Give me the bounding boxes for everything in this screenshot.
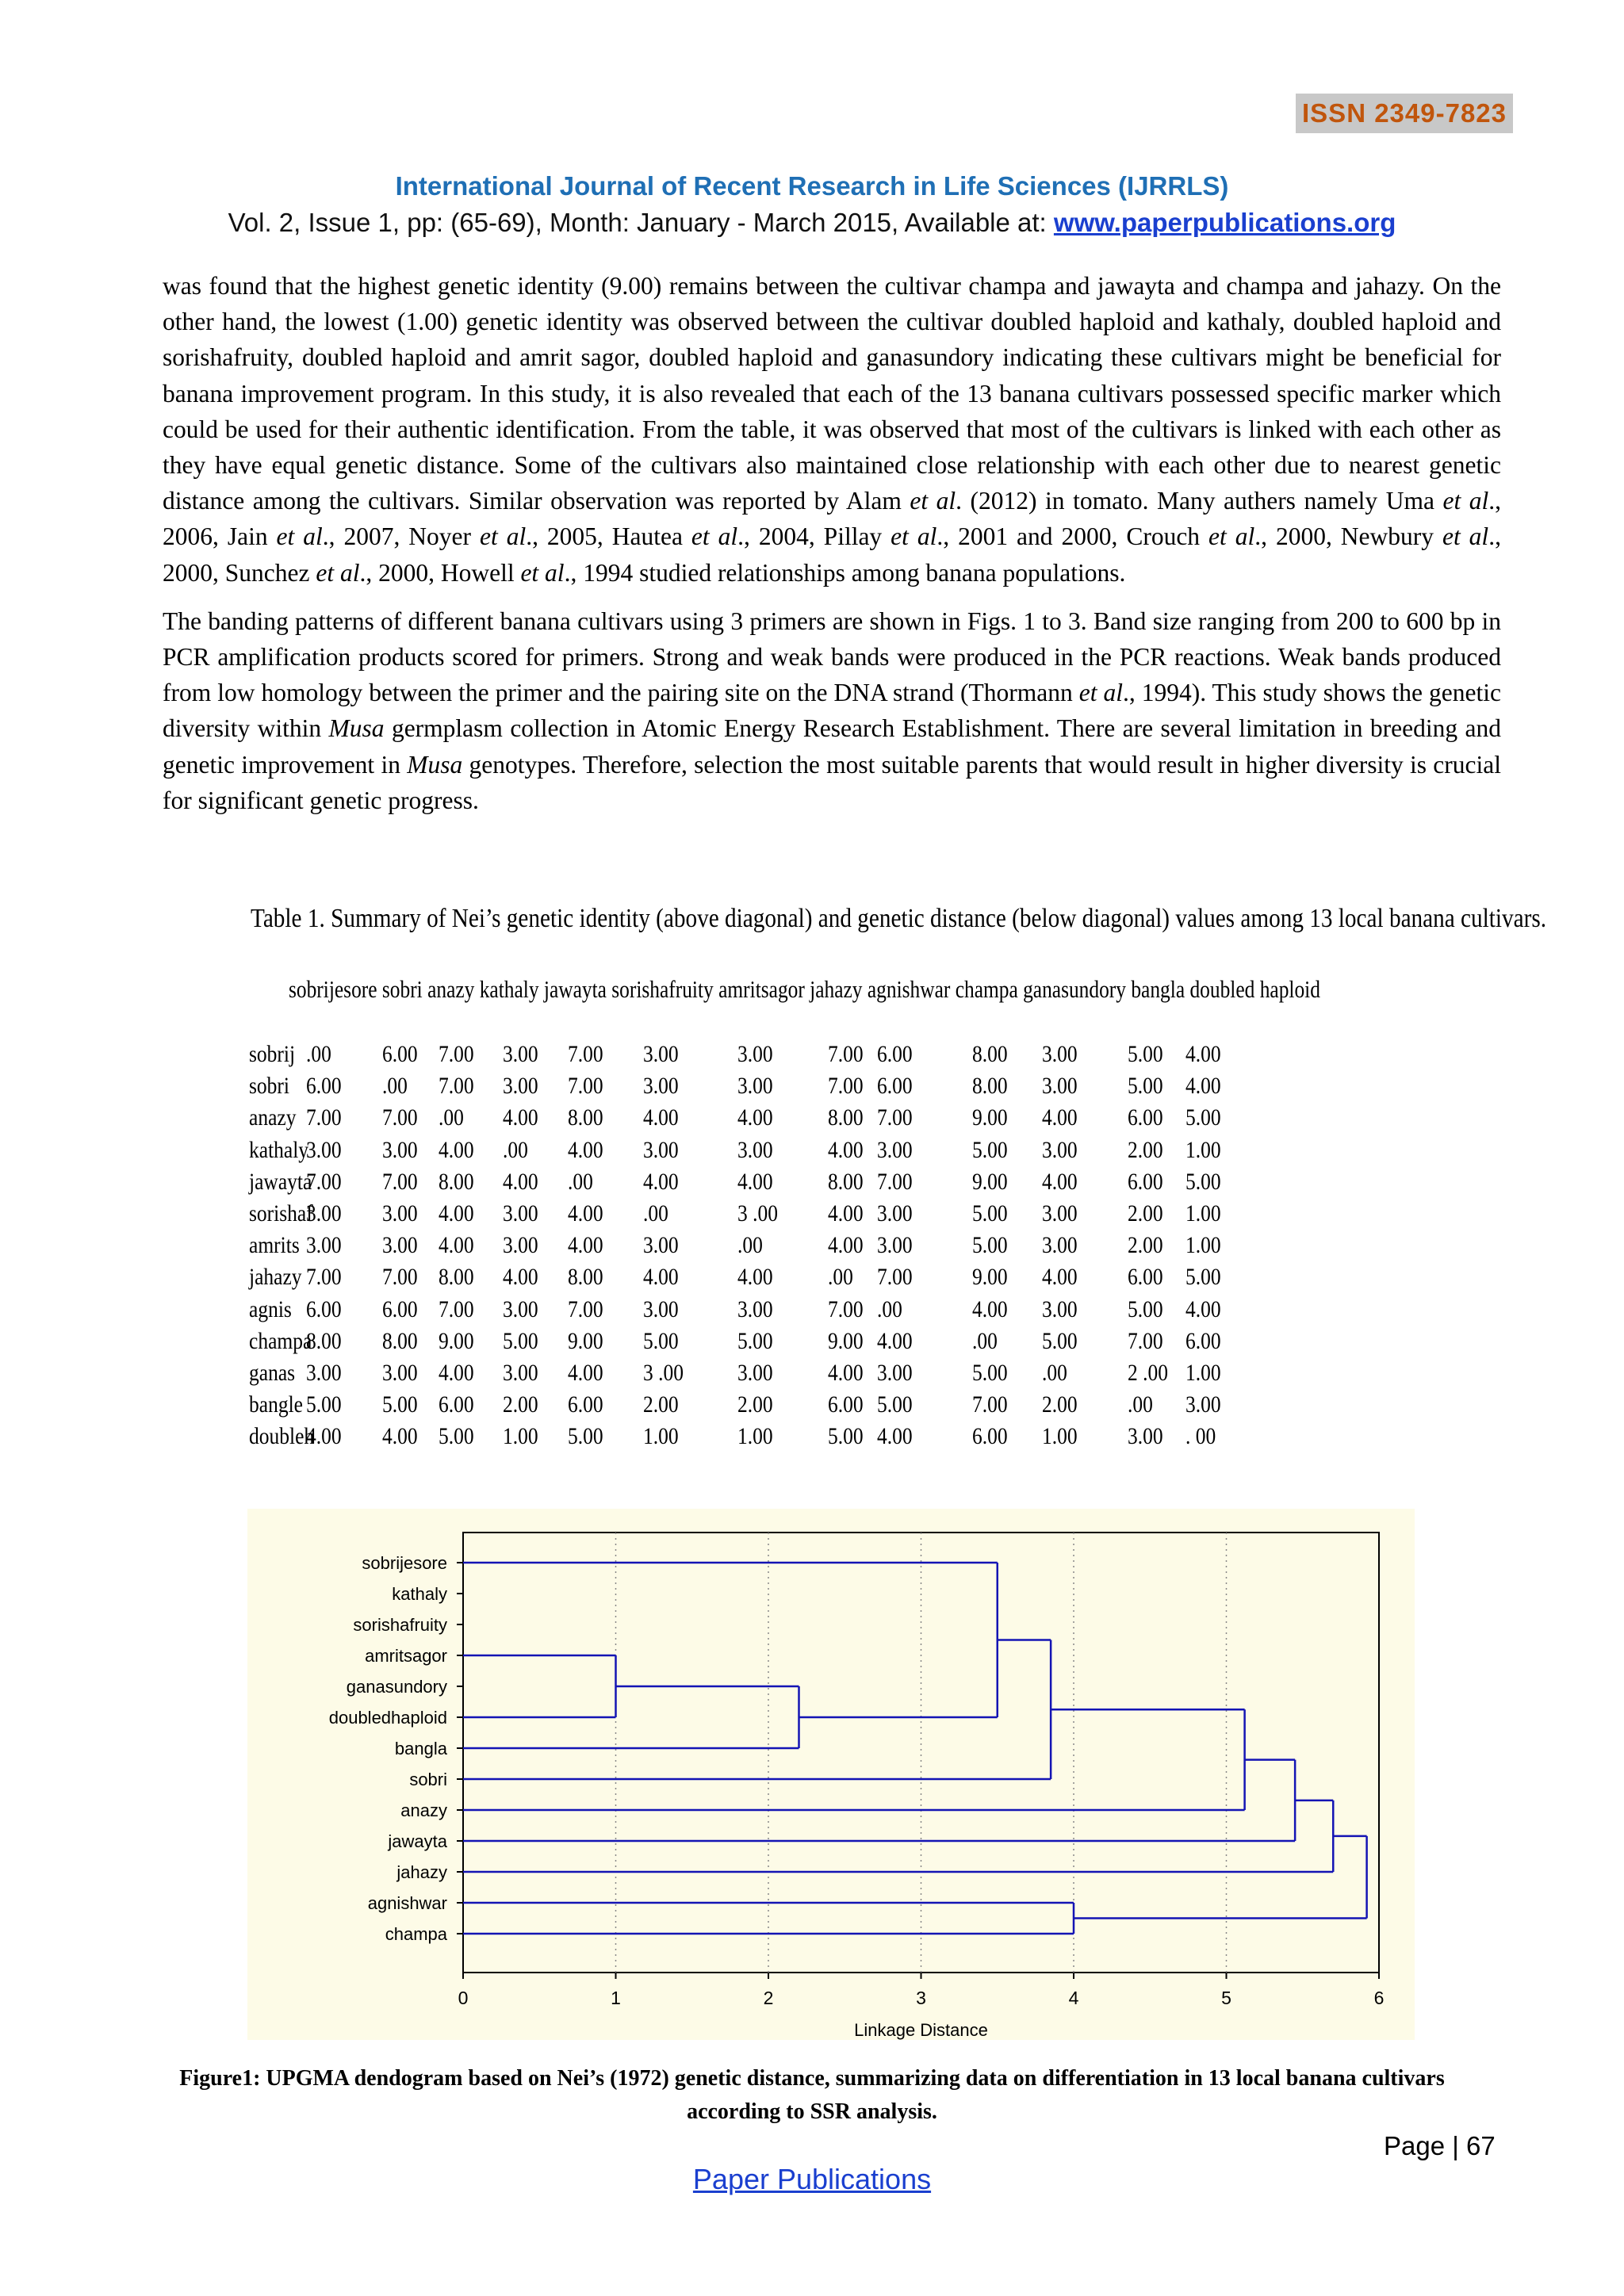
table-cell: 8.00 (439, 1168, 474, 1195)
para1-segment: ., 2000, Sunchez (163, 522, 1501, 587)
table-cell: 7.00 (382, 1264, 418, 1291)
para2-segment: Musa (328, 714, 385, 743)
table-cell: 3.00 (503, 1360, 538, 1386)
table-cell: 1.00 (1185, 1136, 1221, 1163)
x-tick-label: 3 (916, 1988, 926, 2008)
table-cell: 3.00 (306, 1200, 342, 1226)
table-cell: 7.00 (828, 1295, 864, 1322)
table-cell: 7.00 (306, 1104, 342, 1131)
table-cell: 4.00 (1042, 1168, 1078, 1195)
table-cell: 6.00 (382, 1041, 418, 1067)
table-cell: 7.00 (568, 1073, 603, 1100)
table-cell: 6.00 (382, 1295, 418, 1322)
table-cell: . 00 (1185, 1423, 1216, 1450)
table-cell: 3.00 (737, 1041, 773, 1067)
table-cell: 4.00 (439, 1360, 474, 1386)
table-cell: 8.00 (382, 1327, 418, 1354)
row-label: jahazy (249, 1264, 302, 1291)
row-label: agnis (249, 1295, 292, 1322)
table-cell: 7.00 (306, 1168, 342, 1195)
table-cell: 3.00 (737, 1136, 773, 1163)
table-cell: 5.00 (877, 1391, 913, 1418)
table-cell: 7.00 (439, 1073, 474, 1100)
table-caption: Table 1. Summary of Nei’s genetic identity (above diagonal) and genetic distance (below diagonal) values among 13 local banana cultivars. (251, 904, 1547, 933)
figure-caption: Figure1: UPGMA dendogram based on Nei’s (1972) genetic distance, summarizing data on differentiation in 13 local banana cultivars according to SSR analysis. (179, 2066, 1445, 2124)
table-cell: 2.00 (1128, 1200, 1163, 1226)
table-cell: 3.00 (1185, 1391, 1221, 1418)
table-cell: 7.00 (439, 1041, 474, 1067)
table-cell: 2.00 (1042, 1391, 1078, 1418)
table-cell: 7.00 (568, 1295, 603, 1322)
table-cell: .00 (568, 1168, 593, 1195)
row-label: sorishaf (249, 1200, 313, 1226)
table-cell: 4.00 (643, 1168, 679, 1195)
table-cell: 5.00 (1128, 1295, 1163, 1322)
table-cell: 4.00 (643, 1264, 679, 1291)
volume-text: Vol. 2, Issue 1, pp: (65-69), Month: January - March 2015, Available at: (228, 208, 1054, 237)
row-label: sobrij (249, 1041, 296, 1067)
table-cell: 3.00 (1042, 1073, 1078, 1100)
table-cell: 4.00 (1042, 1104, 1078, 1131)
table-cell: 7.00 (877, 1264, 913, 1291)
leaf-label: anazy (400, 1800, 447, 1820)
paragraph-2 (163, 603, 1501, 818)
table-cell: 7.00 (1128, 1327, 1163, 1354)
table-cell: 3.00 (737, 1360, 773, 1386)
table-cell: 3.00 (643, 1041, 679, 1067)
x-tick-label: 5 (1221, 1988, 1231, 2008)
table-cell: 4.00 (1185, 1041, 1221, 1067)
table-cell: 7.00 (382, 1104, 418, 1131)
table-cell: 5.00 (568, 1423, 603, 1450)
table-cell: 6.00 (877, 1073, 913, 1100)
table-cell: 5.00 (306, 1391, 342, 1418)
table-cell: 7.00 (439, 1295, 474, 1322)
table-cell: 3.00 (382, 1136, 418, 1163)
row-label: kathaly (249, 1136, 309, 1163)
table-cell: 3 .00 (643, 1360, 684, 1386)
table-cell: 4.00 (972, 1295, 1008, 1322)
para1-segment: et al (1208, 522, 1255, 551)
para1-segment: et al (691, 522, 738, 551)
x-tick-label: 6 (1373, 1988, 1385, 2008)
table-cell: 6.00 (1128, 1104, 1163, 1131)
table-cell: 3.00 (382, 1232, 418, 1259)
table-cell: 3.00 (306, 1360, 342, 1386)
table-cell: 4.00 (737, 1264, 773, 1291)
table-cell: 7.00 (877, 1104, 913, 1131)
leaf-label: sorishafruity (353, 1615, 447, 1635)
table-cell: 3.00 (306, 1136, 342, 1163)
row-label: bangle (249, 1391, 303, 1418)
leaf-label: amritsagor (365, 1646, 447, 1666)
table-cell: 8.00 (828, 1104, 864, 1131)
table-cell: .00 (1042, 1360, 1067, 1386)
table-cell: 6.00 (1185, 1327, 1221, 1354)
table-cell: .00 (828, 1264, 853, 1291)
table-cell: 4.00 (568, 1136, 603, 1163)
table-cell: .00 (382, 1073, 408, 1100)
table-cell: 6.00 (568, 1391, 603, 1418)
table-cell: 5.00 (1128, 1041, 1163, 1067)
table-cell: 4.00 (503, 1168, 538, 1195)
para1-segment: was found that the highest genetic identity (9.00) remains between the cultivar champa and jawayta and champa and jahazy. On the other hand, the lowest (1.00) genetic identity was observed between the cultivar doubled haploid and kathaly, doubled haploid and sorishafruity, doubled haploid and amrit sagor, doubled haploid and ganasundory indicating these cultivars might be beneficial for banana improvement program. In this study, it is also revealed that each of the 13 banana cultivars possessed specific marker which could be used for their authentic identification. From the table, it was observed that most of the cultivars is linked with each other as they have equal genetic distance. Some of the cultivars also maintained close relationship with each other due to nearest genetic distance among the cultivars. Similar observation was reported by Alam (163, 272, 1501, 515)
para2-segment: et al (1078, 679, 1123, 707)
table-cell: 8.00 (972, 1073, 1008, 1100)
table-cell: 2.00 (503, 1391, 538, 1418)
table-cell: 7.00 (972, 1391, 1008, 1418)
table-cell: 7.00 (382, 1168, 418, 1195)
para2-segment: ., 1994). This study shows the genetic diversity within (163, 679, 1501, 743)
table-cell: 8.00 (439, 1264, 474, 1291)
table-cell: 8.00 (568, 1264, 603, 1291)
table-cell: 3 .00 (737, 1200, 778, 1226)
table-cell: 3.00 (1042, 1041, 1078, 1067)
leaf-label: bangla (394, 1739, 447, 1758)
plot-frame (463, 1533, 1379, 1973)
leaf-label: jawayta (388, 1831, 447, 1851)
table-cell: .00 (737, 1232, 763, 1259)
table-cell: 4.00 (439, 1136, 474, 1163)
table-cell: 2.00 (1128, 1232, 1163, 1259)
table-cell: 5.00 (972, 1200, 1008, 1226)
table-cell: 3.00 (643, 1073, 679, 1100)
row-label: sobri (249, 1073, 289, 1100)
table-cell: 4.00 (568, 1360, 603, 1386)
page-number: Page | 67 (1384, 2131, 1496, 2160)
para1-segment: et al (1442, 522, 1489, 551)
para1-segment: et al (1442, 487, 1489, 515)
table-cell: 6.00 (877, 1041, 913, 1067)
leaf-label: doubledhaploid (328, 1708, 447, 1728)
table-cell: 2.00 (643, 1391, 679, 1418)
table-cell: 4.00 (306, 1423, 342, 1450)
para1-segment: ., 2006, Jain (163, 487, 1501, 551)
leaf-label: sobri (409, 1770, 447, 1789)
table-cell: 4.00 (439, 1200, 474, 1226)
table-cell: 3.00 (877, 1136, 913, 1163)
table-cell: 1.00 (1042, 1423, 1078, 1450)
table-cell: 7.00 (568, 1041, 603, 1067)
table-cell: 4.00 (828, 1136, 864, 1163)
table-cell: 3.00 (877, 1232, 913, 1259)
table-cell: 3.00 (1042, 1232, 1078, 1259)
table-cell: 5.00 (1185, 1168, 1221, 1195)
table-cell: 1.00 (1185, 1232, 1221, 1259)
table-cell: 4.00 (1185, 1073, 1221, 1100)
table-cell: 3.00 (382, 1200, 418, 1226)
table-cell: 4.00 (503, 1104, 538, 1131)
table-cell: 3.00 (382, 1360, 418, 1386)
table-cell: 4.00 (737, 1104, 773, 1131)
table-cell: 5.00 (1185, 1104, 1221, 1131)
table-cell: 8.00 (306, 1327, 342, 1354)
table-cell: 6.00 (828, 1391, 864, 1418)
row-label: ganas (249, 1360, 296, 1386)
para2-segment: germplasm collection in Atomic Energy Research Establishment. There are several limitation in breeding and genetic improvement in (163, 714, 1501, 779)
x-axis-label: Linkage Distance (854, 2020, 988, 2040)
table-cell: 9.00 (972, 1168, 1008, 1195)
table-cell: 3.00 (1042, 1136, 1078, 1163)
table-cell: 4.00 (1042, 1264, 1078, 1291)
table-cell: .00 (1128, 1391, 1153, 1418)
para1-segment: ., 2004, Pillay (737, 522, 891, 551)
table-cell: 2.00 (1128, 1136, 1163, 1163)
table-cell: 4.00 (568, 1200, 603, 1226)
table-cell: 9.00 (568, 1327, 603, 1354)
row-label: amrits (249, 1232, 300, 1259)
table-cell: 5.00 (503, 1327, 538, 1354)
leaf-label: jahazy (396, 1862, 447, 1882)
table-cell: 6.00 (1128, 1264, 1163, 1291)
table-cell: 6.00 (1128, 1168, 1163, 1195)
para1-segment: et al (316, 558, 360, 587)
leaf-label: ganasundory (346, 1677, 447, 1697)
table-cell: .00 (439, 1104, 464, 1131)
table-cell: .00 (306, 1041, 331, 1067)
table-cell: 4.00 (439, 1232, 474, 1259)
table-cell: 3.00 (503, 1073, 538, 1100)
table-cell: 5.00 (439, 1423, 474, 1450)
table-cell: 1.00 (503, 1423, 538, 1450)
table-cell: 3.00 (1128, 1423, 1163, 1450)
table-cell: 2.00 (737, 1391, 773, 1418)
para1-segment: et al (910, 487, 956, 515)
table-cell: 9.00 (972, 1264, 1008, 1291)
table-cell: 6.00 (306, 1295, 342, 1322)
leaf-label: champa (385, 1924, 447, 1944)
table-cell: 7.00 (306, 1264, 342, 1291)
table-cell: 3.00 (643, 1232, 679, 1259)
table-cell: 5.00 (972, 1232, 1008, 1259)
table-cell: 3.00 (1042, 1295, 1078, 1322)
para1-segment: et al (520, 558, 565, 587)
table-cell: .00 (643, 1200, 668, 1226)
table-cell: 9.00 (828, 1327, 864, 1354)
x-tick-label: 0 (458, 1988, 469, 2008)
table-cell: 9.00 (972, 1104, 1008, 1131)
table-cell: 9.00 (439, 1327, 474, 1354)
para2-segment: The banding patterns of different banana cultivars using 3 primers are shown in Figs. 1 to 3. Band size ranging from 200 to 600 bp in PCR amplification products scored for primers. Strong and weak bands were produced in the PCR reactions. Weak bands produced from low homology between the primer and the pairing site on the DNA strand (Thormann (163, 607, 1501, 707)
table-cell: 1.00 (1185, 1360, 1221, 1386)
row-label: champa (249, 1327, 312, 1354)
leaf-label: sobrijesore (362, 1553, 447, 1573)
para1-segment: ., 2001 and 2000, Crouch (936, 522, 1209, 551)
table-cell: 6.00 (972, 1423, 1008, 1450)
para1-segment: ., 2000, Newbury (1254, 522, 1442, 551)
issn-badge: ISSN 2349-7823 (1296, 94, 1513, 133)
table-cell: 5.00 (737, 1327, 773, 1354)
para1-segment: ., 2000, Howell (359, 558, 521, 587)
para1-segment: et al (276, 522, 323, 551)
table-cell: 5.00 (1185, 1264, 1221, 1291)
table-cell: 3.00 (877, 1200, 913, 1226)
publisher-link[interactable]: Paper Publications (692, 2163, 932, 2195)
table-cell: 3.00 (503, 1295, 538, 1322)
table-cell: 1.00 (643, 1423, 679, 1450)
para1-segment: ., 2005, Hautea (526, 522, 691, 551)
website-link[interactable]: www.paperpublications.org (1053, 208, 1396, 237)
para1-segment: ., 2007, Noyer (322, 522, 480, 551)
table-cell: 4.00 (737, 1168, 773, 1195)
table-cell: 3.00 (503, 1041, 538, 1067)
table-cell: 3.00 (643, 1295, 679, 1322)
table-cell: 3.00 (737, 1073, 773, 1100)
para1-segment: . (2012) in tomato. Many authers namely Uma (956, 487, 1443, 515)
table-cell: 4.00 (643, 1104, 679, 1131)
table-cell: 4.00 (568, 1232, 603, 1259)
table-cell: 5.00 (972, 1360, 1008, 1386)
para1-segment: ., 1994 studied relationships among banana populations. (564, 558, 1126, 587)
table-cell: 6.00 (306, 1073, 342, 1100)
table-cell: 1.00 (737, 1423, 773, 1450)
table-cell: 8.00 (828, 1168, 864, 1195)
table-cell: 4.00 (828, 1232, 864, 1259)
table-cell: 3.00 (1042, 1200, 1078, 1226)
table-cell: 5.00 (828, 1423, 864, 1450)
row-label: jawayta (249, 1168, 312, 1195)
table-cell: 7.00 (828, 1073, 864, 1100)
table-cell: 3.00 (503, 1232, 538, 1259)
para2-segment: Musa (407, 750, 463, 779)
para1-segment: et al (891, 522, 937, 551)
table-cell: 5.00 (972, 1136, 1008, 1163)
table-cell: 2 .00 (1128, 1360, 1168, 1386)
table-cell: .00 (503, 1136, 528, 1163)
x-tick-label: 2 (763, 1988, 774, 2008)
x-tick-label: 1 (611, 1988, 621, 2008)
table-cell: 4.00 (877, 1423, 913, 1450)
dendrogram (247, 1509, 1415, 2040)
table-cell: 4.00 (1185, 1295, 1221, 1322)
journal-title: International Journal of Recent Research in Life Sciences (IJRRLS) (395, 171, 1229, 201)
table-cell: 5.00 (382, 1391, 418, 1418)
table-cell: .00 (972, 1327, 998, 1354)
table-cell: 3.00 (643, 1136, 679, 1163)
table-cell: .00 (877, 1295, 902, 1322)
para1-segment: et al (480, 522, 527, 551)
table-cell: 3.00 (306, 1232, 342, 1259)
table-cell: 5.00 (643, 1327, 679, 1354)
body-text (163, 268, 1501, 831)
table-cell: 4.00 (828, 1360, 864, 1386)
table-cell: 3.00 (877, 1360, 913, 1386)
table-cell: 8.00 (568, 1104, 603, 1131)
table-cell: 8.00 (972, 1041, 1008, 1067)
table-cell: 3.00 (503, 1200, 538, 1226)
table-cell: 7.00 (828, 1041, 864, 1067)
table-cell: 4.00 (503, 1264, 538, 1291)
volume-info (0, 208, 1624, 238)
table-cell: 4.00 (828, 1200, 864, 1226)
table-cell: 4.00 (382, 1423, 418, 1450)
leaf-label: agnishwar (367, 1893, 447, 1913)
row-label: doubleh (249, 1423, 315, 1450)
table-cell: 1.00 (1185, 1200, 1221, 1226)
row-label: anazy (249, 1104, 297, 1131)
x-tick-label: 4 (1068, 1988, 1079, 2008)
table-header: sobrijesore sobri anazy kathaly jawayta sorishafruity amritsagor jahazy agnishwar champa ganasundory bangla doubled haploid (289, 975, 1320, 1003)
table-cell: 3.00 (737, 1295, 773, 1322)
table-cell: 6.00 (439, 1391, 474, 1418)
table-cell: 5.00 (1042, 1327, 1078, 1354)
table-cell: 4.00 (877, 1327, 913, 1354)
paragraph-1 (163, 268, 1501, 591)
leaf-label: kathaly (392, 1584, 447, 1604)
table-cell: 5.00 (1128, 1073, 1163, 1100)
table-cell: 7.00 (877, 1168, 913, 1195)
para2-segment: genotypes. Therefore, selection the most suitable parents that would result in higher diversity is crucial for significant genetic progress. (163, 750, 1501, 814)
